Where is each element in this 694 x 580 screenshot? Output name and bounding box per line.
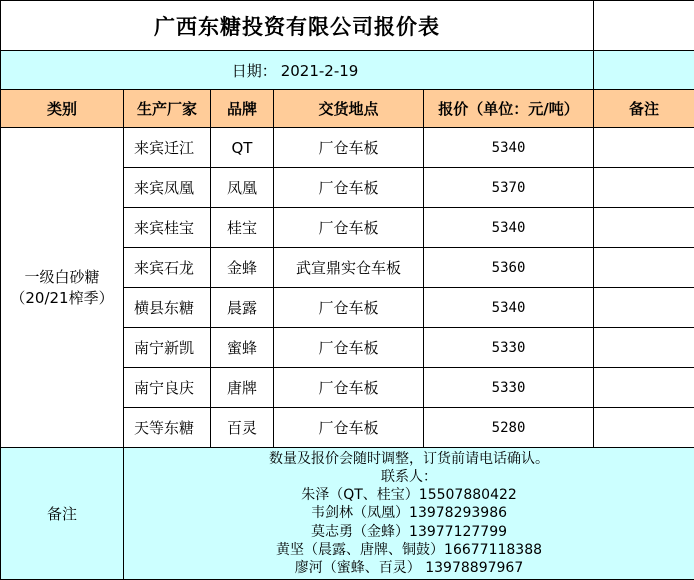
brand-cell: 晨露 (211, 288, 274, 328)
delivery-cell: 厂仓车板 (274, 328, 424, 368)
table-row (1, 128, 694, 168)
price-cell: 5330 (424, 368, 594, 408)
product-category-cell (1, 128, 124, 448)
product-season: （20/21榨季） (10, 288, 114, 307)
notes-line: 黄坚（晨露、唐牌、铜鼓）16677118388 (276, 541, 543, 558)
remark-cell (594, 248, 694, 288)
date-side-cell (594, 51, 694, 90)
brand-cell: 金蜂 (211, 248, 274, 288)
notes-line: 数量及报价会随时调整，订货前请电话确认。 (269, 450, 550, 467)
factory-cell: 来宾桂宝 (124, 208, 211, 248)
factory-cell: 南宁新凯 (124, 328, 211, 368)
factory-cell: 天等东糖 (124, 408, 211, 448)
factory-cell: 来宾石龙 (124, 248, 211, 288)
brand-cell: 唐牌 (211, 368, 274, 408)
brand-cell: 凤凰 (211, 168, 274, 208)
header-category: 类别 (1, 90, 124, 128)
price-cell: 5340 (424, 128, 594, 168)
delivery-cell: 厂仓车板 (274, 168, 424, 208)
price-cell: 5330 (424, 328, 594, 368)
header-delivery: 交货地点 (274, 90, 424, 128)
brand-cell: 百灵 (211, 408, 274, 448)
notes-line: 廖河（蜜蜂、百灵） 13978897967 (294, 560, 524, 576)
title-row (1, 1, 694, 51)
delivery-cell: 厂仓车板 (274, 288, 424, 328)
remark-cell (594, 408, 694, 448)
notes-row (1, 448, 694, 580)
notes-line: 韦剑林（凤凰）13978293986 (311, 505, 508, 522)
notes-line: 莫志勇（金蜂）13977127799 (311, 523, 508, 540)
price-cell: 5360 (424, 248, 594, 288)
date-row (1, 51, 694, 90)
delivery-cell: 厂仓车板 (274, 368, 424, 408)
brand-cell: QT (211, 128, 274, 168)
price-cell: 5280 (424, 408, 594, 448)
product-name: 一级白砂糖 (24, 267, 100, 286)
header-factory: 生产厂家 (124, 90, 211, 128)
delivery-cell: 厂仓车板 (274, 128, 424, 168)
date-cell (1, 51, 594, 90)
header-brand: 品牌 (211, 90, 274, 128)
header-remark: 备注 (594, 90, 694, 128)
delivery-cell: 厂仓车板 (274, 208, 424, 248)
title-side-cell (594, 1, 694, 51)
delivery-cell: 厂仓车板 (274, 408, 424, 448)
header-row (1, 90, 694, 128)
factory-cell: 横县东糖 (124, 288, 211, 328)
date-label: 日期： (231, 61, 277, 80)
notes-line: 联系人： (381, 468, 438, 485)
remark-cell (594, 288, 694, 328)
notes-label: 备注 (1, 448, 124, 580)
price-cell: 5370 (424, 168, 594, 208)
remark-cell (594, 368, 694, 408)
brand-cell: 桂宝 (211, 208, 274, 248)
factory-cell: 来宾凤凰 (124, 168, 211, 208)
remark-cell (594, 128, 694, 168)
remark-cell (594, 168, 694, 208)
notes-line: 朱泽（QT、桂宝）15507880422 (301, 487, 517, 504)
price-cell: 5340 (424, 288, 594, 328)
remark-cell (594, 208, 694, 248)
notes-content (124, 448, 694, 580)
remark-cell (594, 328, 694, 368)
price-cell: 5340 (424, 208, 594, 248)
sheet-title: 广西东糖投资有限公司报价表 (1, 1, 594, 51)
brand-cell: 蜜蜂 (211, 328, 274, 368)
factory-cell: 来宾迁江 (124, 128, 211, 168)
date-value: 2021-2-19 (280, 61, 359, 80)
delivery-cell: 武宣鼎实仓车板 (274, 248, 424, 288)
header-price: 报价（单位：元/吨） (424, 90, 594, 128)
factory-cell: 南宁良庆 (124, 368, 211, 408)
